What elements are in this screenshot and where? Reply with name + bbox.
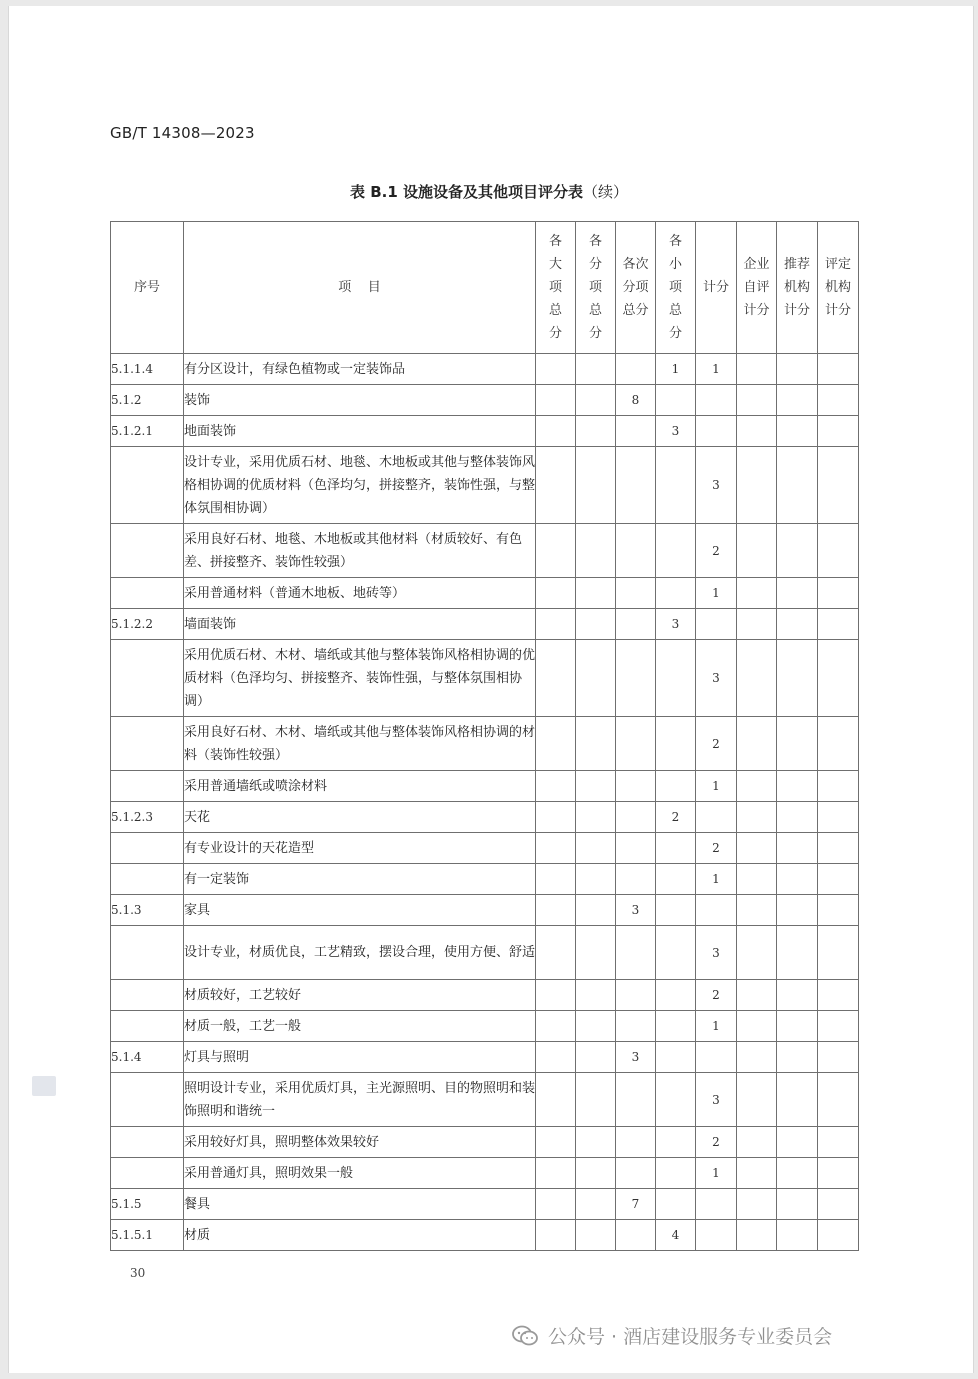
header-section-total-text: 各分项总分 — [588, 234, 602, 341]
row-item: 材质较好，工艺较好 — [184, 980, 536, 1011]
row-item: 采用普通墙纸或喷涂材料 — [184, 771, 536, 802]
row-enterprise-score — [737, 1011, 777, 1042]
row-sub-total — [616, 1220, 656, 1251]
table-row — [111, 1042, 859, 1073]
row-score: 1 — [696, 771, 737, 802]
row-recommend-score — [777, 609, 818, 640]
row-item: 材质一般，工艺一般 — [184, 1011, 536, 1042]
row-rating-score — [818, 1042, 859, 1073]
row-rating-score — [818, 1073, 859, 1127]
row-minor-total — [656, 1073, 696, 1127]
row-enterprise-score — [737, 802, 777, 833]
row-enterprise-score — [737, 354, 777, 385]
row-rating-score — [818, 447, 859, 524]
row-major-total — [536, 524, 576, 578]
row-recommend-score — [777, 524, 818, 578]
row-section-total — [576, 524, 616, 578]
watermark-text: 公众号 · 酒店建设服务专业委员会 — [548, 1326, 833, 1348]
table-row — [111, 926, 859, 980]
row-recommend-score — [777, 354, 818, 385]
row-sub-total — [616, 609, 656, 640]
row-enterprise-score — [737, 717, 777, 771]
row-section-total — [576, 416, 616, 447]
row-major-total — [536, 416, 576, 447]
row-major-total — [536, 895, 576, 926]
row-enterprise-score — [737, 385, 777, 416]
page-number: 30 — [130, 1266, 146, 1280]
table-row — [111, 578, 859, 609]
row-sub-total — [616, 771, 656, 802]
row-item: 有专业设计的天花造型 — [184, 833, 536, 864]
row-minor-total — [656, 771, 696, 802]
row-code — [111, 833, 184, 864]
row-major-total — [536, 926, 576, 980]
row-recommend-score — [777, 833, 818, 864]
table-row — [111, 1220, 859, 1251]
table-row — [111, 524, 859, 578]
table-row — [111, 1011, 859, 1042]
row-recommend-score — [777, 1158, 818, 1189]
row-code — [111, 447, 184, 524]
row-rating-score — [818, 1127, 859, 1158]
row-score — [696, 1042, 737, 1073]
row-item: 采用普通材料（普通木地板、地砖等） — [184, 578, 536, 609]
row-minor-total — [656, 1011, 696, 1042]
row-recommend-score — [777, 802, 818, 833]
row-enterprise-score — [737, 447, 777, 524]
row-code — [111, 1158, 184, 1189]
row-sub-total: 3 — [616, 895, 656, 926]
row-major-total — [536, 385, 576, 416]
side-tab-marker — [32, 1076, 56, 1096]
row-enterprise-score — [737, 771, 777, 802]
row-recommend-score — [777, 1073, 818, 1127]
row-score: 2 — [696, 1127, 737, 1158]
row-major-total — [536, 1011, 576, 1042]
row-minor-total — [656, 578, 696, 609]
row-major-total — [536, 578, 576, 609]
row-item: 天花 — [184, 802, 536, 833]
row-minor-total — [656, 1158, 696, 1189]
table-title — [0, 181, 978, 202]
row-rating-score — [818, 1158, 859, 1189]
row-item: 有一定装饰 — [184, 864, 536, 895]
row-enterprise-score — [737, 578, 777, 609]
header-rating — [818, 222, 859, 354]
row-rating-score — [818, 354, 859, 385]
table-row — [111, 385, 859, 416]
table-title-text: 表 B.1 设施设备及其他项目评分表 — [349, 183, 583, 201]
row-recommend-score — [777, 1011, 818, 1042]
row-minor-total — [656, 385, 696, 416]
row-code: 5.1.2.2 — [111, 609, 184, 640]
row-sub-total — [616, 578, 656, 609]
row-code: 5.1.4 — [111, 1042, 184, 1073]
row-major-total — [536, 717, 576, 771]
header-seq: 序号 — [111, 222, 184, 354]
row-rating-score — [818, 833, 859, 864]
row-enterprise-score — [737, 1189, 777, 1220]
table-row — [111, 771, 859, 802]
row-minor-total — [656, 926, 696, 980]
row-score: 1 — [696, 1011, 737, 1042]
row-recommend-score — [777, 640, 818, 717]
row-section-total — [576, 1073, 616, 1127]
row-section-total — [576, 771, 616, 802]
header-item: 项 目 — [184, 222, 536, 354]
row-enterprise-score — [737, 895, 777, 926]
row-section-total — [576, 980, 616, 1011]
row-code — [111, 980, 184, 1011]
table-row — [111, 640, 859, 717]
row-item: 采用较好灯具，照明整体效果较好 — [184, 1127, 536, 1158]
row-section-total — [576, 609, 616, 640]
row-code — [111, 771, 184, 802]
row-enterprise-score — [737, 1158, 777, 1189]
row-score: 1 — [696, 354, 737, 385]
row-code — [111, 1127, 184, 1158]
header-score: 计分 — [696, 222, 737, 354]
row-enterprise-score — [737, 980, 777, 1011]
table-row — [111, 1127, 859, 1158]
row-section-total — [576, 385, 616, 416]
row-enterprise-score — [737, 1073, 777, 1127]
row-major-total — [536, 640, 576, 717]
row-code: 5.1.5 — [111, 1189, 184, 1220]
row-minor-total: 3 — [656, 609, 696, 640]
row-score: 1 — [696, 864, 737, 895]
table-row — [111, 980, 859, 1011]
row-item: 地面装饰 — [184, 416, 536, 447]
row-code — [111, 1073, 184, 1127]
row-code: 5.1.1.4 — [111, 354, 184, 385]
row-minor-total — [656, 833, 696, 864]
row-recommend-score — [777, 895, 818, 926]
row-sub-total — [616, 1011, 656, 1042]
header-section-total — [576, 222, 616, 354]
row-section-total — [576, 895, 616, 926]
row-score — [696, 802, 737, 833]
row-minor-total — [656, 717, 696, 771]
row-item: 有分区设计，有绿色植物或一定装饰品 — [184, 354, 536, 385]
row-enterprise-score — [737, 640, 777, 717]
row-enterprise-score — [737, 1220, 777, 1251]
row-enterprise-score — [737, 926, 777, 980]
row-minor-total — [656, 640, 696, 717]
row-rating-score — [818, 385, 859, 416]
row-score — [696, 609, 737, 640]
row-sub-total — [616, 354, 656, 385]
row-sub-total — [616, 926, 656, 980]
row-recommend-score — [777, 864, 818, 895]
row-code: 5.1.2.3 — [111, 802, 184, 833]
header-sub-total-text: 各次分项总分 — [622, 257, 649, 318]
row-recommend-score — [777, 1189, 818, 1220]
row-major-total — [536, 980, 576, 1011]
watermark — [512, 1322, 832, 1349]
row-recommend-score — [777, 447, 818, 524]
row-score: 3 — [696, 640, 737, 717]
row-recommend-score — [777, 980, 818, 1011]
row-recommend-score — [777, 717, 818, 771]
row-enterprise-score — [737, 1042, 777, 1073]
row-score: 1 — [696, 1158, 737, 1189]
row-recommend-score — [777, 416, 818, 447]
header-sub-total — [616, 222, 656, 354]
row-sub-total — [616, 864, 656, 895]
row-sub-total — [616, 1127, 656, 1158]
row-score — [696, 895, 737, 926]
row-rating-score — [818, 416, 859, 447]
row-minor-total: 4 — [656, 1220, 696, 1251]
row-recommend-score — [777, 1220, 818, 1251]
row-sub-total — [616, 1073, 656, 1127]
row-sub-total — [616, 640, 656, 717]
row-minor-total: 2 — [656, 802, 696, 833]
row-minor-total — [656, 1127, 696, 1158]
row-rating-score — [818, 926, 859, 980]
row-sub-total — [616, 980, 656, 1011]
table-row — [111, 354, 859, 385]
row-score — [696, 1220, 737, 1251]
row-enterprise-score — [737, 1127, 777, 1158]
row-item: 采用优质石材、木材、墙纸或其他与整体装饰风格相协调的优质材料（色泽均匀、拼接整齐、装饰性强，与整体氛围相协调） — [184, 640, 536, 717]
row-score: 3 — [696, 447, 737, 524]
row-code: 5.1.2.1 — [111, 416, 184, 447]
row-sub-total — [616, 524, 656, 578]
row-section-total — [576, 1158, 616, 1189]
table-title-continued: （续） — [583, 183, 629, 201]
row-item: 采用普通灯具，照明效果一般 — [184, 1158, 536, 1189]
row-score: 2 — [696, 717, 737, 771]
row-code: 5.1.3 — [111, 895, 184, 926]
row-sub-total — [616, 833, 656, 864]
row-item: 采用良好石材、木材、墙纸或其他与整体装饰风格相协调的材料（装饰性较强） — [184, 717, 536, 771]
row-sub-total — [616, 802, 656, 833]
row-minor-total: 3 — [656, 416, 696, 447]
row-major-total — [536, 1220, 576, 1251]
header-major-total-text: 各大项总分 — [548, 234, 562, 341]
table-row — [111, 864, 859, 895]
row-code — [111, 864, 184, 895]
row-rating-score — [818, 1220, 859, 1251]
row-major-total — [536, 1073, 576, 1127]
table-row — [111, 895, 859, 926]
row-recommend-score — [777, 1042, 818, 1073]
row-major-total — [536, 864, 576, 895]
row-score: 2 — [696, 524, 737, 578]
row-rating-score — [818, 1011, 859, 1042]
row-recommend-score — [777, 385, 818, 416]
row-rating-score — [818, 895, 859, 926]
row-item: 设计专业，材质优良，工艺精致，摆设合理，使用方便、舒适 — [184, 926, 536, 980]
row-enterprise-score — [737, 864, 777, 895]
standard-code: GB/T 14308—2023 — [110, 124, 255, 142]
table-body — [111, 354, 859, 1251]
row-item: 采用良好石材、地毯、木地板或其他材料（材质较好、有色差、拼接整齐、装饰性较强） — [184, 524, 536, 578]
row-recommend-score — [777, 926, 818, 980]
row-sub-total — [616, 416, 656, 447]
row-rating-score — [818, 578, 859, 609]
row-minor-total — [656, 1189, 696, 1220]
row-score — [696, 1189, 737, 1220]
row-section-total — [576, 802, 616, 833]
row-major-total — [536, 1189, 576, 1220]
table-row — [111, 1158, 859, 1189]
row-section-total — [576, 1011, 616, 1042]
table-row — [111, 609, 859, 640]
row-sub-total: 8 — [616, 385, 656, 416]
wechat-icon — [512, 1325, 538, 1347]
row-item: 灯具与照明 — [184, 1042, 536, 1073]
row-item: 餐具 — [184, 1189, 536, 1220]
table-row — [111, 717, 859, 771]
row-section-total — [576, 717, 616, 771]
table-row — [111, 447, 859, 524]
row-section-total — [576, 1127, 616, 1158]
row-rating-score — [818, 609, 859, 640]
row-section-total — [576, 447, 616, 524]
header-enterprise-text: 企业自评计分 — [743, 257, 770, 318]
row-sub-total: 7 — [616, 1189, 656, 1220]
row-major-total — [536, 1127, 576, 1158]
row-sub-total — [616, 447, 656, 524]
row-major-total — [536, 447, 576, 524]
row-score: 2 — [696, 980, 737, 1011]
scoring-table — [110, 221, 859, 1251]
row-rating-score — [818, 771, 859, 802]
row-enterprise-score — [737, 416, 777, 447]
table-row — [111, 1073, 859, 1127]
row-code — [111, 1011, 184, 1042]
table-row — [111, 1189, 859, 1220]
row-recommend-score — [777, 578, 818, 609]
row-code: 5.1.2 — [111, 385, 184, 416]
row-code — [111, 578, 184, 609]
row-section-total — [576, 833, 616, 864]
row-score: 3 — [696, 1073, 737, 1127]
row-section-total — [576, 1220, 616, 1251]
row-section-total — [576, 864, 616, 895]
header-recommend-text: 推荐机构计分 — [783, 257, 810, 318]
row-enterprise-score — [737, 833, 777, 864]
header-minor-total — [656, 222, 696, 354]
row-rating-score — [818, 640, 859, 717]
row-code — [111, 717, 184, 771]
row-rating-score — [818, 980, 859, 1011]
row-major-total — [536, 833, 576, 864]
header-minor-total-text: 各小项总分 — [668, 234, 682, 341]
row-rating-score — [818, 524, 859, 578]
row-section-total — [576, 354, 616, 385]
row-sub-total: 3 — [616, 1042, 656, 1073]
row-code: 5.1.5.1 — [111, 1220, 184, 1251]
header-major-total — [536, 222, 576, 354]
row-sub-total — [616, 1158, 656, 1189]
table-row — [111, 802, 859, 833]
row-major-total — [536, 609, 576, 640]
row-minor-total — [656, 524, 696, 578]
row-minor-total — [656, 447, 696, 524]
row-rating-score — [818, 802, 859, 833]
table-row — [111, 416, 859, 447]
table-row — [111, 833, 859, 864]
row-item: 装饰 — [184, 385, 536, 416]
row-minor-total: 1 — [656, 354, 696, 385]
row-code — [111, 524, 184, 578]
row-rating-score — [818, 1189, 859, 1220]
row-section-total — [576, 1042, 616, 1073]
header-enterprise — [737, 222, 777, 354]
row-item: 材质 — [184, 1220, 536, 1251]
row-code — [111, 926, 184, 980]
row-recommend-score — [777, 771, 818, 802]
row-minor-total — [656, 980, 696, 1011]
row-major-total — [536, 802, 576, 833]
row-section-total — [576, 1189, 616, 1220]
row-score: 1 — [696, 578, 737, 609]
row-minor-total — [656, 1042, 696, 1073]
row-score: 2 — [696, 833, 737, 864]
row-recommend-score — [777, 1127, 818, 1158]
row-rating-score — [818, 717, 859, 771]
row-major-total — [536, 1042, 576, 1073]
row-rating-score — [818, 864, 859, 895]
row-enterprise-score — [737, 524, 777, 578]
row-item: 设计专业，采用优质石材、地毯、木地板或其他与整体装饰风格相协调的优质材料（色泽均匀，拼接整齐，装饰性强，与整体氛围相协调） — [184, 447, 536, 524]
row-item: 照明设计专业，采用优质灯具，主光源照明、目的物照明和装饰照明和谐统一 — [184, 1073, 536, 1127]
row-item: 墙面装饰 — [184, 609, 536, 640]
row-section-total — [576, 926, 616, 980]
row-score: 3 — [696, 926, 737, 980]
row-score — [696, 385, 737, 416]
row-section-total — [576, 640, 616, 717]
table-header-row — [111, 222, 859, 354]
row-minor-total — [656, 895, 696, 926]
row-minor-total — [656, 864, 696, 895]
row-item: 家具 — [184, 895, 536, 926]
row-major-total — [536, 1158, 576, 1189]
row-enterprise-score — [737, 609, 777, 640]
row-code — [111, 640, 184, 717]
row-score — [696, 416, 737, 447]
header-recommend — [777, 222, 818, 354]
row-sub-total — [616, 717, 656, 771]
row-major-total — [536, 771, 576, 802]
row-major-total — [536, 354, 576, 385]
header-rating-text: 评定机构计分 — [824, 257, 851, 318]
row-section-total — [576, 578, 616, 609]
